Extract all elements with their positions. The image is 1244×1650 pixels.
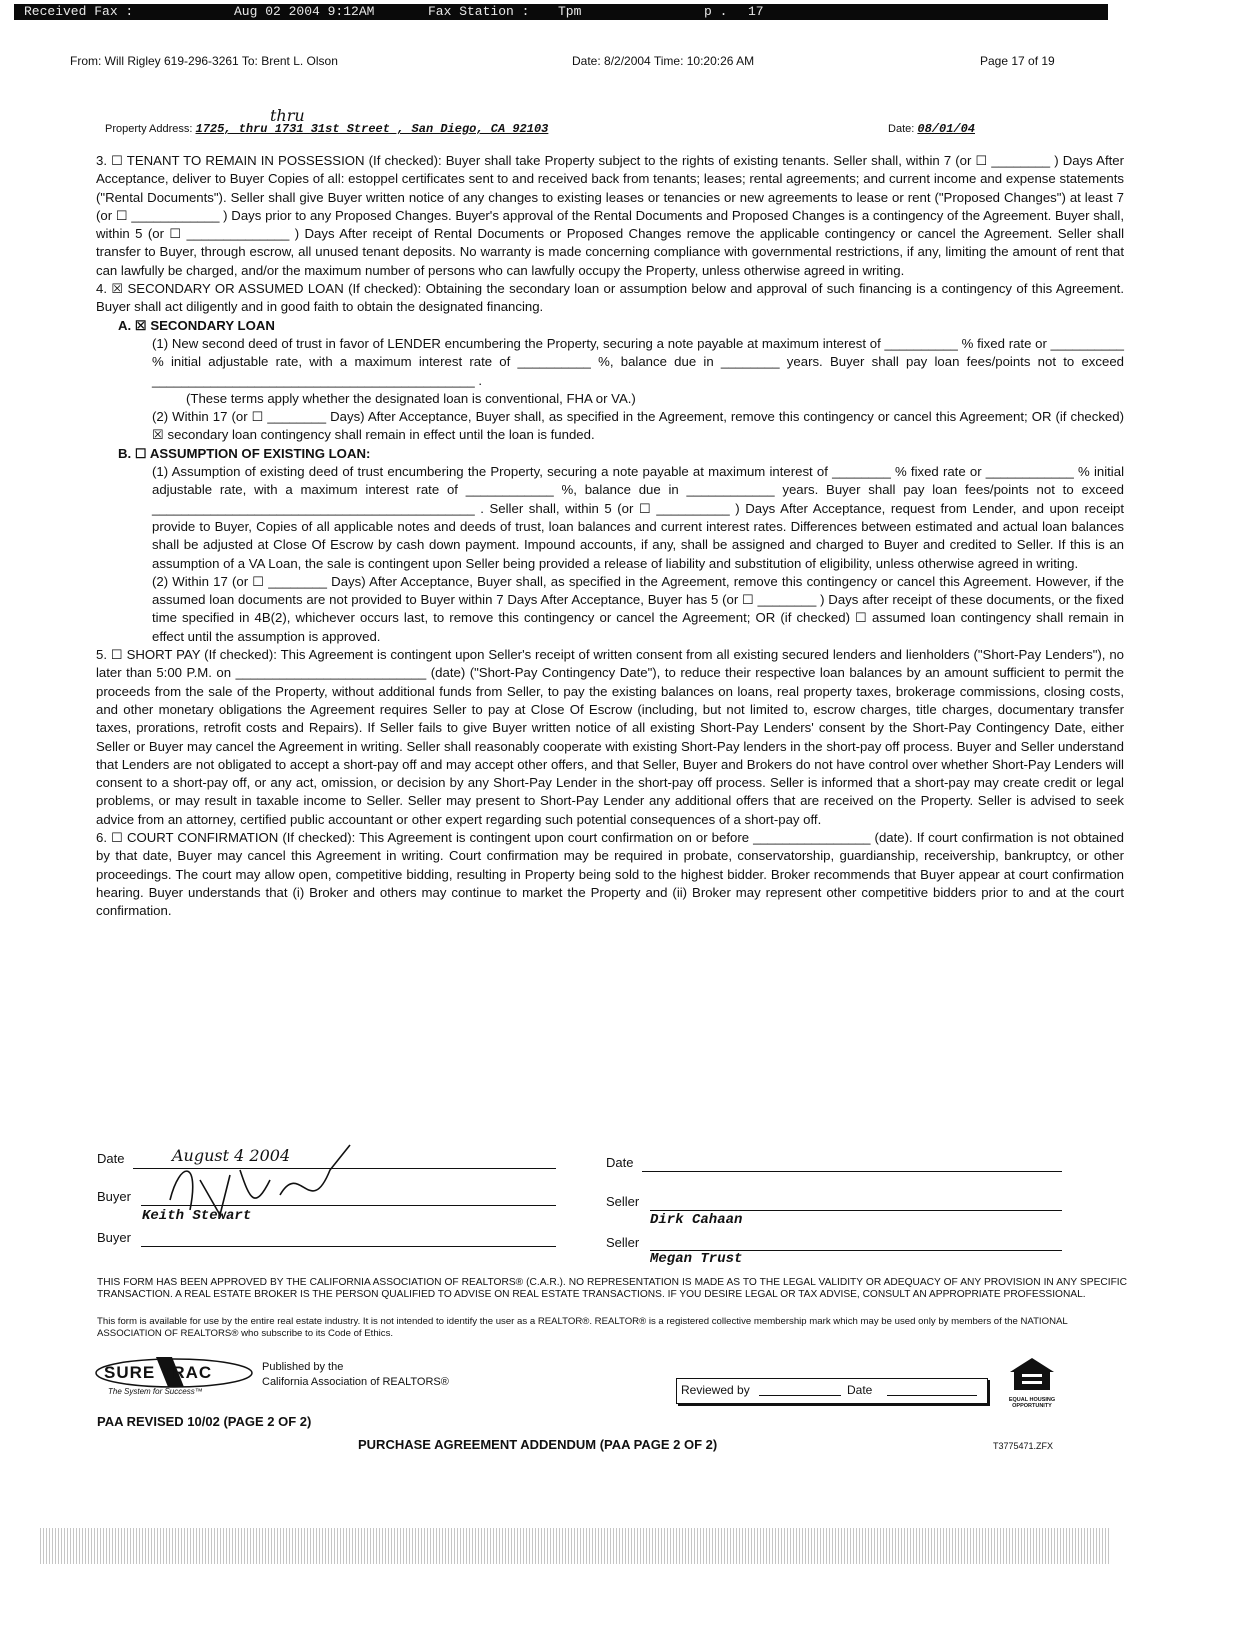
buyer2-line [141,1246,556,1247]
usage-notice: This form is available for use by the entire real estate industry. It is not intended to identify the user as a REALTOR®. REALTOR® is a registered collective membership mark which may be used only by members of the NATIONAL ASSOCIATION OF REALTORS® who subscribe to its Code of Ethics. [97,1316,1068,1339]
reviewed-by-line [759,1395,841,1396]
header-from: From: Will Rigley 619-296-3261 To: Brent L. Olson [70,54,338,68]
reviewed-date-label: Date [847,1383,873,1397]
section-4a-2: (2) Within 17 (or ☐ ________ Days) After Acceptance, Buyer shall, as specified in the Agreement, remove this contingency or cancel this Agreement; OR (if checked) ☒ secondary loan contingency shall remain in effect until the loan is funded. [152,409,1124,443]
legal-disclaimer: THIS FORM HAS BEEN APPROVED BY THE CALIFORNIA ASSOCIATION OF REALTORS® (C.A.R.). NO REPRESENTATION IS MADE AS TO THE LEGAL VALIDITY OR ADEQUACY OF ANY PROVISION IN ANY SPECIFIC TRANSACTION. A REAL ESTATE BROKER IS THE PERSON QUALIFIED TO ADVISE ON REAL ESTATE TRANSACTIONS. IF YOU DESIRE LEGAL OR TAX ADVISE, CONSULT AN APPROPRIATE PROFESSIONAL. [97,1277,1127,1300]
published-by: Published by the [262,1361,344,1373]
section-4a-title: A. ☒ SECONDARY LOAN [118,317,275,333]
section-4b-2: (2) Within 17 (or ☐ ________ Days) After Acceptance, Buyer shall, as specified in the Agreement, remove this contingency or cancel this Agreement. However, if the assumed loan documents are not provided to Buyer within 7 Days After Acceptance, Buyer has 5 (or ☐ ________ ) Days after receipt of these documents, or the fixed time specified in 4B(2), whichever occurs last, to remove this contingency or cancel the Agreement; OR (if checked) ☐ assumed loan contingency shall remain in effect until the assumption is approved. [152,573,1124,644]
section-3-tenant: 3. ☐ TENANT TO REMAIN IN POSSESSION (If checked): Buyer shall take Property subject to the rights of existing tenants. Seller shall, within 7 (or ☐ ________ ) Days After Acceptance, deliver to Buyer Copies of all: estoppel certificates sent to and received back from tenants; leases; rental agreements; and current income and expense statements ("Rental Documents"). Seller shall give Buyer written notice of any changes to existing leases or tenancies or new agreements to lease or rent ("Proposed Changes") at least 7 (or ☐ ____________ ) Days prior to any Proposed Changes. Buyer's approval of the Rental Documents and Proposed Changes is a contingency of the Agreement. Buyer shall, within 5 (or ☐ ______________ ) Days After receipt of Rental Documents or Proposed Changes remove the applicable contingency or cancel the Agreement. Seller shall transfer to Buyer, through escrow, all unused tenant deposits. No warranty is made concerning compliance with governmental restrictions, if any, limiting the amount of rent that can lawfully be charged, and/or the maximum number of persons who can lawfully occupy the Property, unless otherwise agreed in writing. [96,153,1124,278]
section-4a-1-note: (These terms apply whether the designated loan is conventional, FHA or VA.) [186,390,636,406]
header-page: Page 17 of 19 [980,54,1055,68]
fax-received-label: Received Fax : [24,4,134,19]
seller1-label: Seller [606,1194,640,1209]
buyer2-label: Buyer [97,1230,131,1245]
section-4a-1: (1) New second deed of trust in favor of LENDER encumbering the Property, securing a note payable at maximum interest of __________ % fixed rate or __________ % initial adjustable rate, with a maximum interest rate of __________ %, balance due in ________ years. Buyer shall pay loan fees/points not to exceed ____________________________________________ . [152,335,1124,388]
equal-housing-icon [1006,1356,1058,1409]
form-revision: PAA REVISED 10/02 (PAGE 2 OF 2) [97,1414,312,1429]
fax-page-label: p . [704,4,728,19]
header-date: Date: 8/2/2004 Time: 10:20:26 AM [572,54,755,68]
section-6-court: 6. ☐ COURT CONFIRMATION (If checked): This Agreement is contingent upon court confirmation on or before ________________ (date). If court confirmation is not obtained by that date, Buyer may cancel this Agreement in writing. Court confirmation may be required in probate, conservatorship, guardianship, receivership, bankruptcy, or other proceedings. The court may allow open, competitive bidding, resulting in Property being sold to the highest bidder. Broker recommends that Buyer appear at court confirmation hearing. Buyer understands that (i) Broker and others may continue to market the Property and (ii) Broker may represent other competitive bidders prior to and at the court confirmation. [96,829,1124,919]
buyer-date-label: Date [97,1151,125,1166]
buyer1-name: Keith Stewart [142,1208,252,1224]
form-code: T3775471.ZFX [993,1441,1054,1451]
fax-page-number: 17 [748,4,764,19]
reviewed-by-box [676,1378,988,1404]
addendum-body [96,152,1124,920]
property-address-value: 1725, thru 1731 31st Street , San Diego, CA 92103 [195,122,549,136]
section-4b-title: B. ☐ ASSUMPTION OF EXISTING LOAN: [118,445,371,461]
seller1-line [650,1210,1062,1211]
fax-station-label: Fax Station : [428,4,530,19]
property-date-label: Date: [888,123,915,135]
section-4-loan: 4. ☒ SECONDARY OR ASSUMED LOAN (If checked): Obtaining the secondary loan or assumption below and approval of such financing is a contingency of this Agreement. Buyer shall act diligently and in good faith to obtain the designated financing. [96,281,1124,315]
seller-date-label: Date [606,1155,634,1170]
buyer-date-handwritten: August 4 2004 [172,1146,291,1165]
publisher-block [262,1360,449,1390]
suretrac-logo-text: SURE TRAC [104,1363,213,1382]
equal-housing-text: EQUAL HOUSING OPPORTUNITY [1008,1397,1056,1409]
fax-header-bar [14,4,1108,20]
form-title: PURCHASE AGREEMENT ADDENDUM (PAA PAGE 2 OF 2) [358,1437,718,1452]
buyer1-label: Buyer [97,1189,131,1204]
fax-datetime: Aug 02 2004 9:12AM [234,4,375,19]
scan-noise-strip [40,1528,1110,1564]
reviewed-by-label: Reviewed by [681,1383,750,1397]
property-date-value: 08/01/04 [917,122,975,136]
handwritten-thru: thru [270,106,305,125]
reviewed-date-line [887,1395,977,1396]
property-date [888,122,975,136]
suretrac-tagline: The System for Success™ [108,1387,203,1396]
seller2-label: Seller [606,1235,640,1250]
property-address-label: Property Address: [105,123,193,135]
seller1-name: Dirk Cahaan [650,1212,743,1228]
property-address-line [105,122,1035,136]
section-5-short-pay: 5. ☐ SHORT PAY (If checked): This Agreement is contingent upon Seller's receipt of written consent from all existing secured lenders and lienholders ("Short-Pay Lenders"), no later than 5:00 P.M. on __________________________ (date) ("Short-Pay Contingency Date"), to reduce their respective loan balances by an amount sufficient to permit the proceeds from the sale of the Property, without additional funds from Seller, to pay the existing balances on loans, real property taxes, brokerage commissions, closing costs, and other monetary obligations the Agreement requires Seller to pay at Close Of Escrow (including, but not limited to, escrow charges, title charges, documentary transfer taxes, prorations, retrofit costs and Repairs). If Seller fails to give Buyer written notice of all existing Short-Pay Lenders' consent by the Short-Pay Contingency Date, either Seller or Buyer may cancel the Agreement in writing. Seller shall reasonably cooperate with existing Short-Pay lenders in the short-pay off process. Buyer and Seller understand that Lenders are not obligated to accept a short-pay off and may accept other offers, and that Seller, Buyer and Brokers do not have control over whether Short-Pay Lenders will consent to a short-pay off, or any act, omission, or decision by any Short-Pay Lender in the short-pay off process. Seller is informed that a short-pay may create credit or legal problems, or may result in taxable income to Seller. Seller may present to Short-Pay Lender any additional offers that are received on the Property. Seller is advised to seek advice from an attorney, certified public accountant or other expert regarding such potential consequences of a short-pay off. [96,647,1124,827]
fax-station-name: Tpm [558,4,582,19]
seller2-name: Megan Trust [650,1251,743,1267]
suretrac-logo [94,1357,254,1399]
publisher-name: California Association of REALTORS® [262,1376,449,1388]
seller-date-line [642,1171,1062,1172]
section-4b-1: (1) Assumption of existing deed of trust encumbering the Property, securing a note payable at maximum interest of ________ % fixed rate or ____________ % initial adjustable rate, with a maximum interest rate of ____________ %, balance due in ____________ years. Buyer shall pay loan fees/points not to exceed ____________________________________________ . Seller shall, within 5 (or ☐ __________ ) Days After Acceptance, request from Lender, and upon receipt provide to Buyer, Copies of all applicable notes and deeds of trust, loan balances and current interest rates. Differences between estimated and actual loan balances shall be adjusted at Close Of Escrow by cash down payment. Impound accounts, if any, shall be assigned and charged to Buyer and credited to Seller. If this is an assumption of a VA Loan, the sale is contingent upon Seller being provided a release of liability and substitution of eligibility, unless otherwise agreed in writing. [152,464,1124,571]
